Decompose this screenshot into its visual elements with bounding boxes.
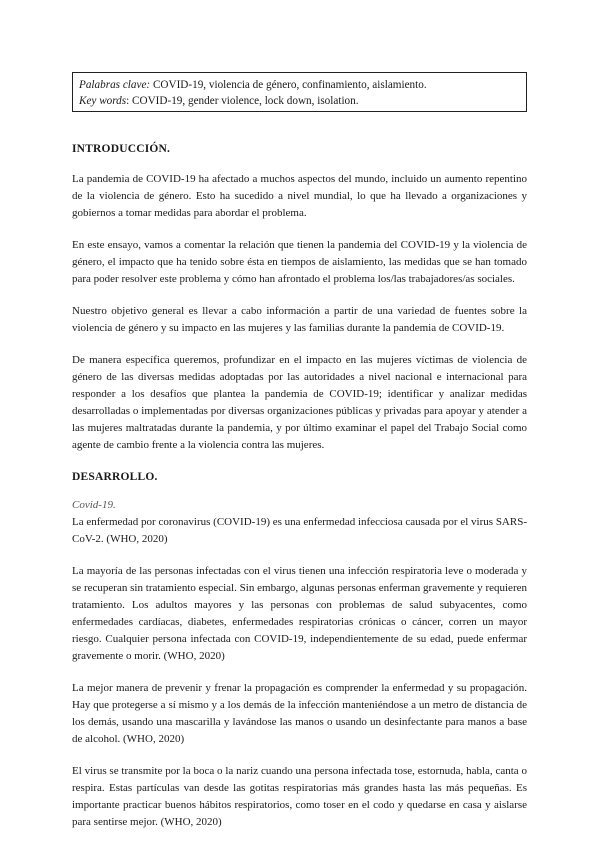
desarrollo-paragraph-4: El virus se transmite por la boca o la nariz cuando una persona infectada tose, estornuda, habla, canta o respira. Estas partículas van desde las gotitas respiratorias más grandes hasta las más pequeñas. Es importante practicar buenos hábitos respiratorios, como toser en el codo y quedarse en casa y aislarse para sentirse mejor. (WHO, 2020) [72, 765, 527, 828]
desarrollo-paragraph-3: La mejor manera de prevenir y frenar la propagación es comprender la enfermedad y su propagación. Hay que protegerse a sí mismo y a los demás de la infección manteniéndose a un metro de distancia de los demás, usando una mascarilla y lavándose las manos o usando un desinfectante para manos a base de alcohol. (WHO, 2020) [72, 682, 527, 745]
keywords-es-label: Palabras clave: [79, 79, 151, 91]
desarrollo-paragraph-1: La enfermedad por coronavirus (COVID-19) es una enfermedad infecciosa causada por el virus SARS-CoV-2. (WHO, 2020) [72, 516, 527, 545]
keywords-es [79, 77, 520, 93]
document-body [72, 141, 527, 831]
intro-paragraph-1: La pandemia de COVID-19 ha afectado a muchos aspectos del mundo, incluido un aumento repentino de la violencia de género. Esto ha sucedido a nivel mundial, lo que ha llevado a organizaciones y gobiernos a tomar medidas para abordar el problema. [72, 173, 527, 219]
keywords-box [72, 72, 527, 112]
keywords-en-value: : COVID-19, gender violence, lock down, isolation. [126, 95, 359, 107]
keywords-es-value: COVID-19, violencia de género, confinamiento, aislamiento. [150, 79, 427, 91]
intro-paragraph-4: De manera específica queremos, profundizar en el impacto en las mujeres víctimas de violencia de género de las diversas medidas adoptadas por las autoridades a nivel nacional e internacional para responder a los desafíos que plantea la pandemia de COVID-19; identificar y analizar medidas desarrolladas o implementadas por diversas organizaciones públicas y privadas para apoyar y atender a las mujeres maltratadas durante la pandemia, y por último examinar el papel del Trabajo Social como agente de cambio frente a la violencia contra las mujeres. [72, 354, 527, 451]
keywords-en [79, 93, 520, 109]
keywords-en-label: Key words [79, 95, 127, 107]
intro-heading: INTRODUCCIÓN. [72, 143, 171, 155]
intro-paragraph-3: Nuestro objetivo general es llevar a cabo información a partir de una variedad de fuentes sobre la violencia de género y su impacto en las mujeres y las familias durante la pandemia de COVID-19. [72, 305, 527, 334]
desarrollo-heading: DESARROLLO. [72, 471, 158, 483]
desarrollo-paragraph-2: La mayoría de las personas infectadas con el virus tienen una infección respiratoria leve o moderada y se recuperan sin tratamiento especial. Sin embargo, algunas personas enferman gravemente y requieren tratamiento. Los adultos mayores y las personas con problemas de salud subyacentes, como enfermedades cardíacas, diabetes, enfermedades respiratorias crónicas o cáncer, corren un mayor riesgo. Cualquier persona infectada con COVID-19, independientemente de su edad, puede enfermar gravemente o morir. (WHO, 2020) [72, 565, 527, 662]
covid-subheading: Covid-19. [72, 499, 116, 511]
intro-paragraph-2: En este ensayo, vamos a comentar la relación que tienen la pandemia del COVID-19 y la violencia de género, el impacto que ha tenido sobre ésta en tiempos de aislamiento, las medidas que se han tomado para poder resolver este problema y cómo han afrontado el problema los/las trabajadores/as sociales. [72, 239, 527, 285]
